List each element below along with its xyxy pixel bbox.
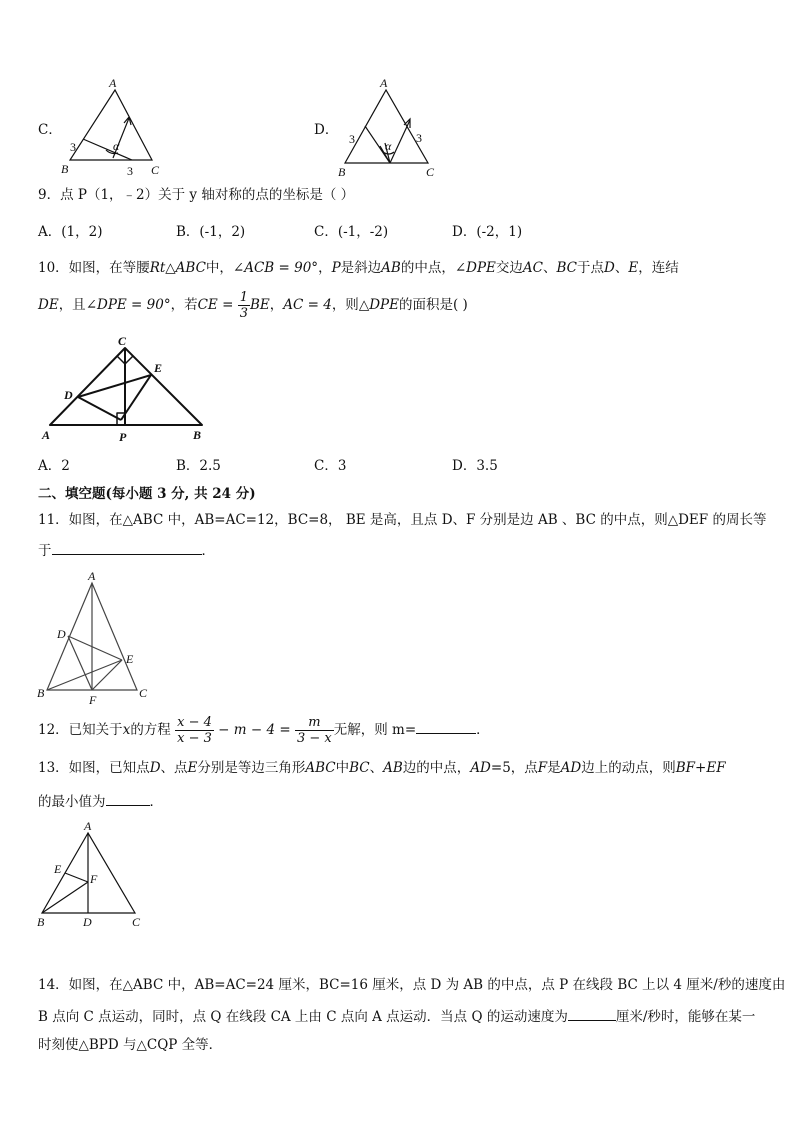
q11-line1: 11．如图，在△ABC 中，AB=AC=12，BC=8， BE 是高，且点 D、F 分别是边 AB 、BC 的中点，则△DEF 的周长等 (38, 512, 767, 528)
section-heading: 二、填空题(每小题 3 分, 共 24 分) (38, 486, 256, 502)
q10-label-e: E (154, 361, 163, 375)
q10-label-p: P (119, 430, 127, 444)
q13-label-c: C (132, 915, 141, 929)
q13-line2: 的最小值为 ． (38, 791, 163, 811)
option-c-label: C． (38, 122, 62, 138)
q8d-label-side1: 3 (349, 132, 355, 146)
q8d-label-a: A (380, 76, 388, 90)
q12-line: 12．已知关于x的方程 $\frac{x - 4}{x - 3}$ − m − 4 = $\frac{m}{3 - x}$ 无解，则 m= ． (38, 715, 490, 746)
q10-line2: DE，且∠DPE = 90°，若CE = $\frac{1}{3}$ BE，AC = 4，则△DPE的面积是( ) (38, 290, 468, 321)
q10-label-c: C (118, 334, 127, 348)
q9-option-d: D．(-2，1) (452, 224, 523, 240)
q10-label-b: B (193, 428, 202, 442)
option-d-label: D． (314, 122, 339, 138)
q8c-label-a: A (109, 76, 117, 90)
q13-label-f: F (90, 872, 98, 886)
q11-label-d: D (57, 627, 66, 641)
q11-label-f: F (89, 693, 97, 707)
q8c-label-b: B (61, 162, 69, 176)
q10-fraction: $\frac{1}{3}$ (239, 290, 248, 321)
q9-option-c: C．(-1，-2) (314, 224, 389, 240)
q8d-label-angle: α (385, 139, 392, 153)
q11-label-b: B (37, 686, 45, 700)
q11-label-a: A (88, 569, 96, 583)
q12-fraction-2: $\frac{m}{3 - x}$ (296, 715, 332, 746)
q14-line2: B 点向 C 点运动，同时，点 Q 在线段 CA 上由 C 点向 A 点运动．当点 Q 的运动速度为 厘米/秒时，能够在某一 (38, 1006, 755, 1026)
q14-line1: 14．如图，在△ABC 中，AB=AC=24 厘米，BC=16 厘米，点 D 为 AB 的中点，点 P 在线段 BC 上以 4 厘米/秒的速度由 (38, 977, 786, 993)
q10-option-a: A．2 (38, 458, 70, 474)
q8c-label-c: C (151, 163, 160, 177)
q8c-label-side1: 3 (70, 140, 76, 154)
q11-line2: 于 ． (38, 540, 215, 560)
q8c-label-side2: 3 (127, 164, 133, 178)
q8d-label-c: C (426, 165, 435, 179)
q11-label-e: E (126, 652, 134, 666)
q9-stem: 9．点 P（1，﹣2）关于 y 轴对称的点的坐标是（ ） (38, 187, 355, 203)
q14-line3: 时刻使△BPD 与△CQP 全等． (38, 1037, 223, 1053)
q14-answer-blank[interactable] (568, 1006, 616, 1021)
q9-option-a: A．(1，2) (38, 224, 103, 240)
q10-option-b: B．2.5 (176, 458, 221, 474)
q13-label-a: A (84, 819, 92, 833)
q13-label-e: E (54, 862, 62, 876)
q8c-label-angle: α (113, 139, 120, 153)
q10-label-a: A (42, 428, 51, 442)
q10-option-d: D．3.5 (452, 458, 498, 474)
q10-label-d: D (64, 388, 73, 402)
q8d-label-b: B (338, 165, 346, 179)
q11-label-c: C (139, 686, 148, 700)
q13-line1: 13．如图，已知点D、点E分别是等边三角形ABC中BC、AB边的中点，AD=5，点F是AD边上的动点，则BF+EF (38, 760, 726, 776)
q13-label-d: D (83, 915, 92, 929)
q10-line1: 10．如图，在等腰Rt△ABC中，∠ACB = 90°，P是斜边AB的中点，∠DPE交边AC、BC于点D、E，连结 (38, 260, 679, 276)
q12-fraction-1: $\frac{x - 4}{x - 3}$ (177, 715, 212, 746)
q8d-label-side2: 3 (416, 131, 422, 145)
q10-option-c: C．3 (314, 458, 347, 474)
q9-option-b: B．(-1，2) (176, 224, 246, 240)
q13-label-b: B (37, 915, 45, 929)
